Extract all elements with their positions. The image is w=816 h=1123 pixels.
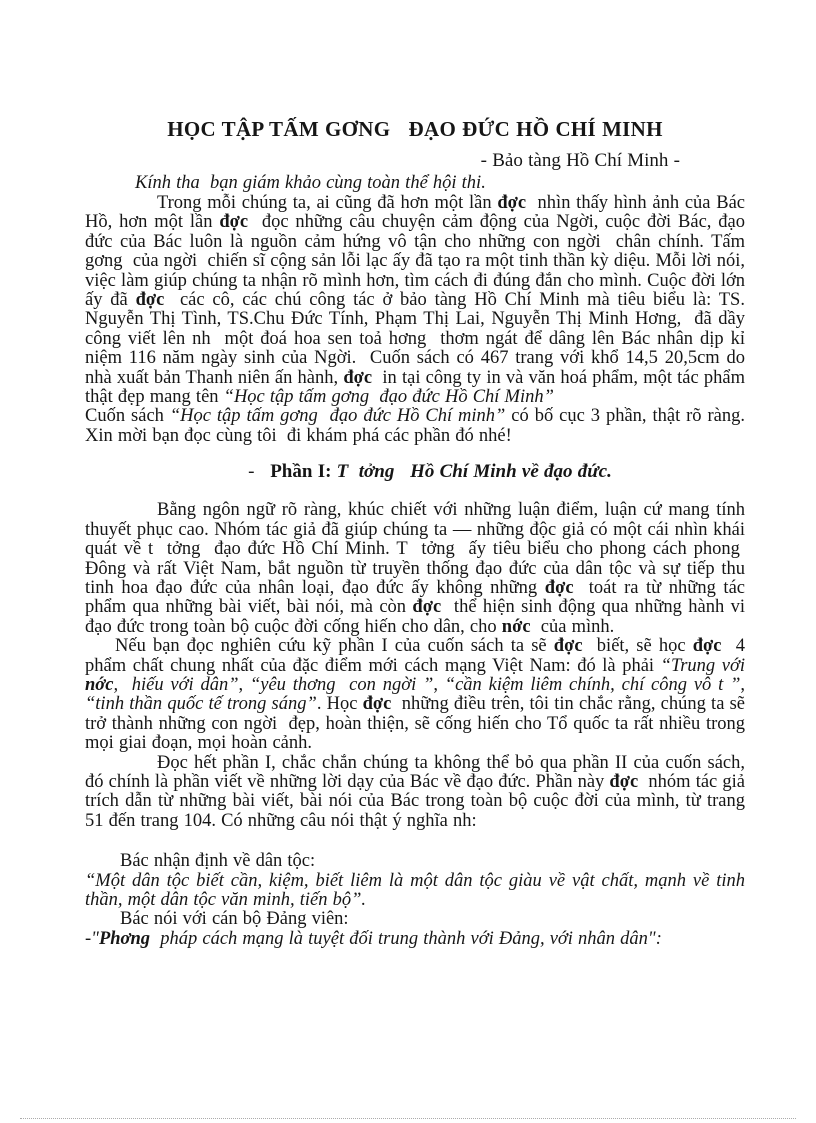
byline: - Bảo tàng Hồ Chí Minh - <box>480 150 680 171</box>
paragraph-2: Cuốn sách “Học tập tấm gơng đạo đức Hồ Chí minh” có bố cục 3 phần, thật rõ ràng. Xin mời bạn đọc cùng tôi đi khám phá các phần đó nhé! <box>85 406 745 446</box>
paragraph-5: Đọc hết phần I, chắc chắn chúng ta không thể bỏ qua phần II của cuốn sách, đó chính là phần viết về những lời dạy của Bác về đạo đức. Phần này đợc nhóm tác giả trích dẫn từ những bài viết, bài nói của Bác trong toàn bộ cuộc đời của mình, từ trang 51 đến trang 104. Có những câu nói thật ý nghĩa nh: <box>85 752 745 831</box>
page-footer-dotted-line <box>20 1118 796 1119</box>
page-title: HỌC TẬP TẤM GƠNG ĐẠO ĐỨC HỒ CHÍ MINH <box>167 117 663 141</box>
quote-label-2: Bác nói với cán bộ Đảng viên: <box>120 909 349 930</box>
paragraph-3: Bằng ngôn ngữ rõ ràng, khúc chiết với những luận điểm, luận cứ mang tính thuyết phục cao. Nhóm tác giả đã giúp chúng ta — những độc giả có một cái nhìn khái quát về t tởng đạo đức Hồ Chí Minh. T tởng ấy tiêu biểu cho phong cách phong Đông và rất Việt Nam, bắt nguồn từ truyền thống đạo đức của dân tộc và sự tiếp thu tinh hoa đạo đức của nhân loại, đạo đức ấy không những đợc toát ra từ những tác phẩm qua những bài viết, bài nói, mà còn đợc thể hiện sinh động qua những hành vi đạo đức trong toàn bộ cuộc đời cống hiến cho dân, cho nớc của mình. <box>85 500 745 637</box>
document-body <box>85 116 745 949</box>
section-heading-part-1: - Phần I: T tởng Hồ Chí Minh về đạo đức. <box>248 461 612 483</box>
quote-text-1: “Một dân tộc biết cần, kiệm, biết liêm là một dân tộc giàu về vật chất, mạnh về tinh thần, một dân tộc văn minh, tiến bộ”. <box>85 870 745 910</box>
paragraph-1: Trong mỗi chúng ta, ai cũng đã hơn một lần đợc nhìn thấy hình ảnh của Bác Hồ, hơn một lần đợc đọc những câu chuyện cảm động của Ngời, cuộc đời Bác, đạo đức của Bác luôn là nguồn cảm hứng vô tận cho những con ngời chân chính. Tấm gơng của ngời chiến sĩ cộng sản lỗi lạc ấy đã tạo ra một tinh thần kỳ diệu. Mỗi lời nói, việc làm giúp chúng ta nhận rõ mình hơn, tìm cách đi đúng đắn cho mình. Cuộc đời lớn ấy đã đợc các cô, các chú công tác ở bảo tàng Hồ Chí Minh mà tiêu biểu là: TS. Nguyễn Thị Tình, TS.Chu Đức Tính, Phạm Thị Lai, Nguyễn Thị Minh Hơng, đã dầy công viết lên nh một đoá hoa sen toả hơng thơm ngát để dâng lên Bác nhân dịp kỉ niệm 116 năm ngày sinh của Ngời. Cuốn sách có 467 trang với khổ 14,5 20,5cm do nhà xuất bản Thanh niên ấn hành, đợc in tại công ty in và văn hoá phẩm, một tác phẩm thật đẹp mang tên “Học tập tấm gơng đạo đức Hồ Chí Minh” <box>85 193 746 408</box>
paragraph-4: Nếu bạn đọc nghiên cứu kỹ phần I của cuốn sách ta sẽ đợc biết, sẽ học đợc 4 phẩm chất chung nhất của đặc điểm mới cách mạng Việt Nam: đó là phải “Trung với nớc, hiếu với dân”, “yêu thơng con ngời ”, “cần kiệm liêm chính, chí công vô t ”, “tinh thần quốc tế trong sáng”. Học đợc những điều trên, tôi tin chắc rằng, chúng ta sẽ trở thành những con ngời đẹp, hoàn thiện, sẽ cống hiến cho Tổ quốc ta rất nhiều trong mọi giai đoạn, mọi hoàn cảnh. <box>85 636 746 754</box>
quote-text-2: -"Phơng pháp cách mạng là tuyệt đối trung thành với Đảng, với nhân dân": <box>85 928 662 949</box>
greeting-line: Kính tha bạn giám khảo cùng toàn thể hội thi. <box>135 173 486 193</box>
quote-label-1: Bác nhận định về dân tộc: <box>120 851 316 872</box>
blank-line <box>85 831 745 852</box>
